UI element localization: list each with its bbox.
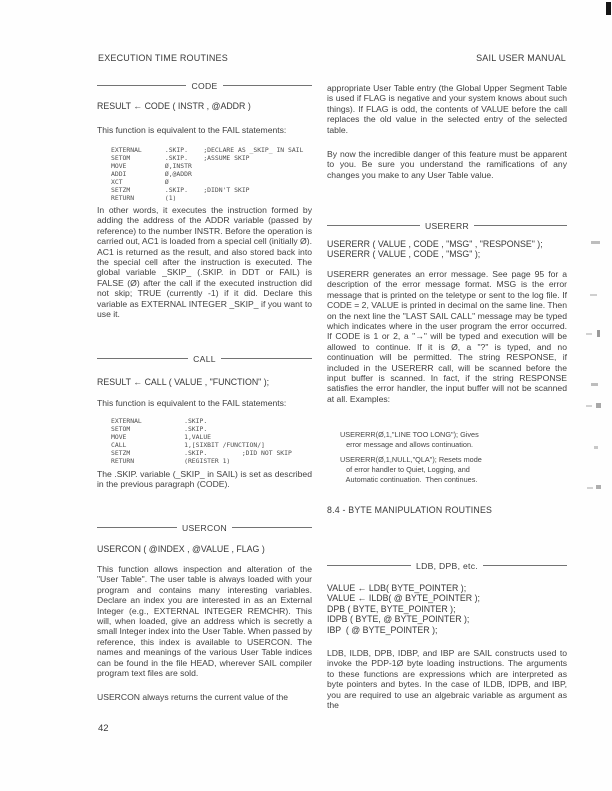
scan-artifact <box>591 241 600 244</box>
usererr-description: USERERR generates an error message. See page 95 for a description of the error message format. MSG is the error message that is printed on the teletype or sent to the log file. If CODE = 2, VALUE is printed in decimal on the same line. Then on the next line the "LAST SAIL CALL" message may be typed which indicates where in the user program the error occurred. If CODE is 1 or 2, a "→" will be typed and execution will be allowed to continue. If it is Ø, a "?" is typed, and no continuation will be permitted. The string RESPONSE, if included in the USERERR call, will be scanned before the input buffer is scanned. In fact, if the string RESPONSE satisfies the error handler, the input buffer will not be scanned at all. Examples: <box>327 269 567 404</box>
usercon-continued-paragraph: appropriate User Table entry (the Global Upper Segment Table is used if FLAG is negative and your system knows about such things). If FLAG is odd, the contents of VALUE before the call replaces the old value in the selected entry of the selected table. <box>327 83 567 135</box>
rule-line <box>97 85 186 86</box>
section-title-code: CODE <box>191 80 218 91</box>
usercon-description: This function allows inspection and alteration of the "User Table". The user table is always loaded with your program and contains many interesting variables. Declare an index you are interested in as an External Integer (e.g., EXTERNAL INTEGER REMCHR). This will, when loaded, give an address which is secretly a small Integer index into the User Table. When passed by reference, this index is available to USERCON. The names and meanings of the various User Table indices can be found in the file HEAD, wherever SAIL compiler program text files are sold. <box>97 564 312 679</box>
text-line: DPB ( BYTE, BYTE_POINTER ); <box>327 603 456 614</box>
text-line: USERERR ( VALUE , CODE , "MSG" , "RESPONSE" ); <box>327 239 543 249</box>
text-line: of error handler to Quiet, Logging, and <box>340 465 470 474</box>
text-line: RETURN (REGISTER 1) <box>111 457 231 465</box>
usercon-continuation: USERCON always returns the current value of the <box>97 692 289 702</box>
section-title-usererr: USERERR <box>424 220 470 231</box>
call-footer-note: The .SKIP. variable (_SKIP_ in SAIL) is set as described in the previous paragraph (CODE). <box>97 469 312 490</box>
text-line: MOVE 1,VALUE <box>111 433 212 441</box>
usercon-warning-paragraph: By now the incredible danger of this feature must be apparent to you. Be sure you understand the ramifications of any changes you make to any User Table value. <box>327 149 567 180</box>
text-line: USERERR ( VALUE , CODE , "MSG" ); <box>327 249 481 260</box>
section-title-ldb: LDB, DPB, etc. <box>416 560 478 571</box>
scan-corner-mark <box>606 2 611 15</box>
text-line: Automatic continuation. Then continues. <box>340 475 478 484</box>
ldb-description: LDB, ILDB, DPB, IDBP, and IBP are SAIL constructs used to invoke the PDP-1Ø byte loading instructions. The arguments to these functions are expressions which are interpreted as byte pointers and bytes. In the case of ILDB, IDPB, and IBP, you are required to use an algebraic variable as argument as the <box>327 648 567 711</box>
text-line: IBP ( @ BYTE_POINTER ); <box>327 624 438 635</box>
scan-artifact <box>586 405 592 407</box>
code-description: In other words, it executes the instruction formed by adding the address of the ADDR variable (passed by reference) to the number INSTR. Before the operation is carried out, AC1 is loaded from a special cell (initially Ø). AC1 is returned as the result, and also stored back into the special cell after the instruction is executed. The global variable _SKIP_ (.SKIP. in DDT or FAIL) is FALSE (Ø) after the call if the executed instruction did not skip; TRUE (currently -1) if it did. Declare this variable as EXTERNAL INTEGER _SKIP_ if you want to use it. <box>97 205 312 320</box>
code-signature: RESULT ← CODE ( INSTR , @ADDR ) <box>97 101 251 111</box>
section-rule-usercon <box>97 523 312 532</box>
call-intro: This function is equivalent to the FAIL statements: <box>97 398 287 408</box>
text-line: SETOM .SKIP. <box>111 425 208 433</box>
rule-line <box>97 527 177 528</box>
ldb-signatures <box>327 583 567 635</box>
call-signature: RESULT ← CALL ( VALUE , "FUNCTION" ); <box>97 377 270 387</box>
rule-line <box>474 225 567 226</box>
left-column <box>97 0 312 791</box>
section-rule-call <box>97 354 312 363</box>
text-line: MOVE Ø,INSTR <box>111 162 192 170</box>
code-intro: This function is equivalent to the FAIL statements: <box>97 125 287 135</box>
text-line: IDPB ( BYTE, @ BYTE_POINTER ); <box>327 614 470 625</box>
rule-line <box>97 358 188 359</box>
rule-line <box>223 85 312 86</box>
scan-artifact <box>587 487 593 489</box>
rule-line <box>327 565 411 566</box>
usererr-example-2 <box>327 455 567 485</box>
text-line: VALUE ← LDB( BYTE_POINTER ); <box>327 583 467 593</box>
section-title-call: CALL <box>193 353 216 364</box>
text-line: RETURN (1) <box>111 194 177 202</box>
page-number: 42 <box>98 723 109 734</box>
scan-artifact <box>590 294 597 296</box>
text-line: SETOM .SKIP. ;ASSUME SKIP <box>111 154 250 162</box>
text-line: SETZM .SKIP. ;DID NOT SKIP <box>111 449 292 457</box>
rule-line <box>327 225 420 226</box>
text-line: USERERR(Ø,1,"LINE TOO LONG"); Gives <box>340 430 479 439</box>
code-fail-listing <box>97 146 312 202</box>
section-heading-8-4: 8.4 - BYTE MANIPULATION ROUTINES <box>327 505 493 515</box>
text-line: USERERR(Ø,1,NULL,"QLA"); Resets mode <box>340 455 482 464</box>
rule-line <box>483 565 567 566</box>
call-fail-listing <box>97 417 312 465</box>
right-column <box>327 0 567 791</box>
header-right-title: SAIL USER MANUAL <box>476 53 566 63</box>
section-rule-usererr <box>327 221 567 230</box>
rule-line <box>232 527 312 528</box>
scan-artifact <box>596 485 601 489</box>
scan-artifact <box>594 446 598 449</box>
usercon-signature: USERCON ( @INDEX , @VALUE , FLAG ) <box>97 544 265 554</box>
header-left-title: EXECUTION TIME ROUTINES <box>98 53 228 63</box>
text-line: EXTERNAL .SKIP. ;DECLARE AS _SKIP_ IN SAIL <box>111 146 304 154</box>
scan-artifact <box>597 330 600 337</box>
section-rule-code <box>97 81 312 90</box>
section-rule-ldb <box>327 561 567 570</box>
text-line: XCT Ø <box>111 178 169 186</box>
scan-artifact <box>596 403 601 408</box>
usererr-example-1 <box>327 430 567 450</box>
text-line: SETZM .SKIP. ;DIDN'T SKIP <box>111 186 250 194</box>
scan-artifact <box>586 333 592 335</box>
text-line: VALUE ← ILDB( @ BYTE_POINTER ); <box>327 593 480 604</box>
text-line: EXTERNAL .SKIP. <box>111 417 208 425</box>
rule-line <box>221 358 312 359</box>
usererr-signatures <box>327 239 567 260</box>
section-title-usercon: USERCON <box>181 522 228 533</box>
text-line: CALL 1,[SIXBIT /FUNCTION/] <box>111 441 265 449</box>
text-line: ADDI Ø,@ADDR <box>111 170 192 178</box>
scan-artifact <box>591 383 598 386</box>
text-line: error message and allows continuation. <box>340 440 474 449</box>
